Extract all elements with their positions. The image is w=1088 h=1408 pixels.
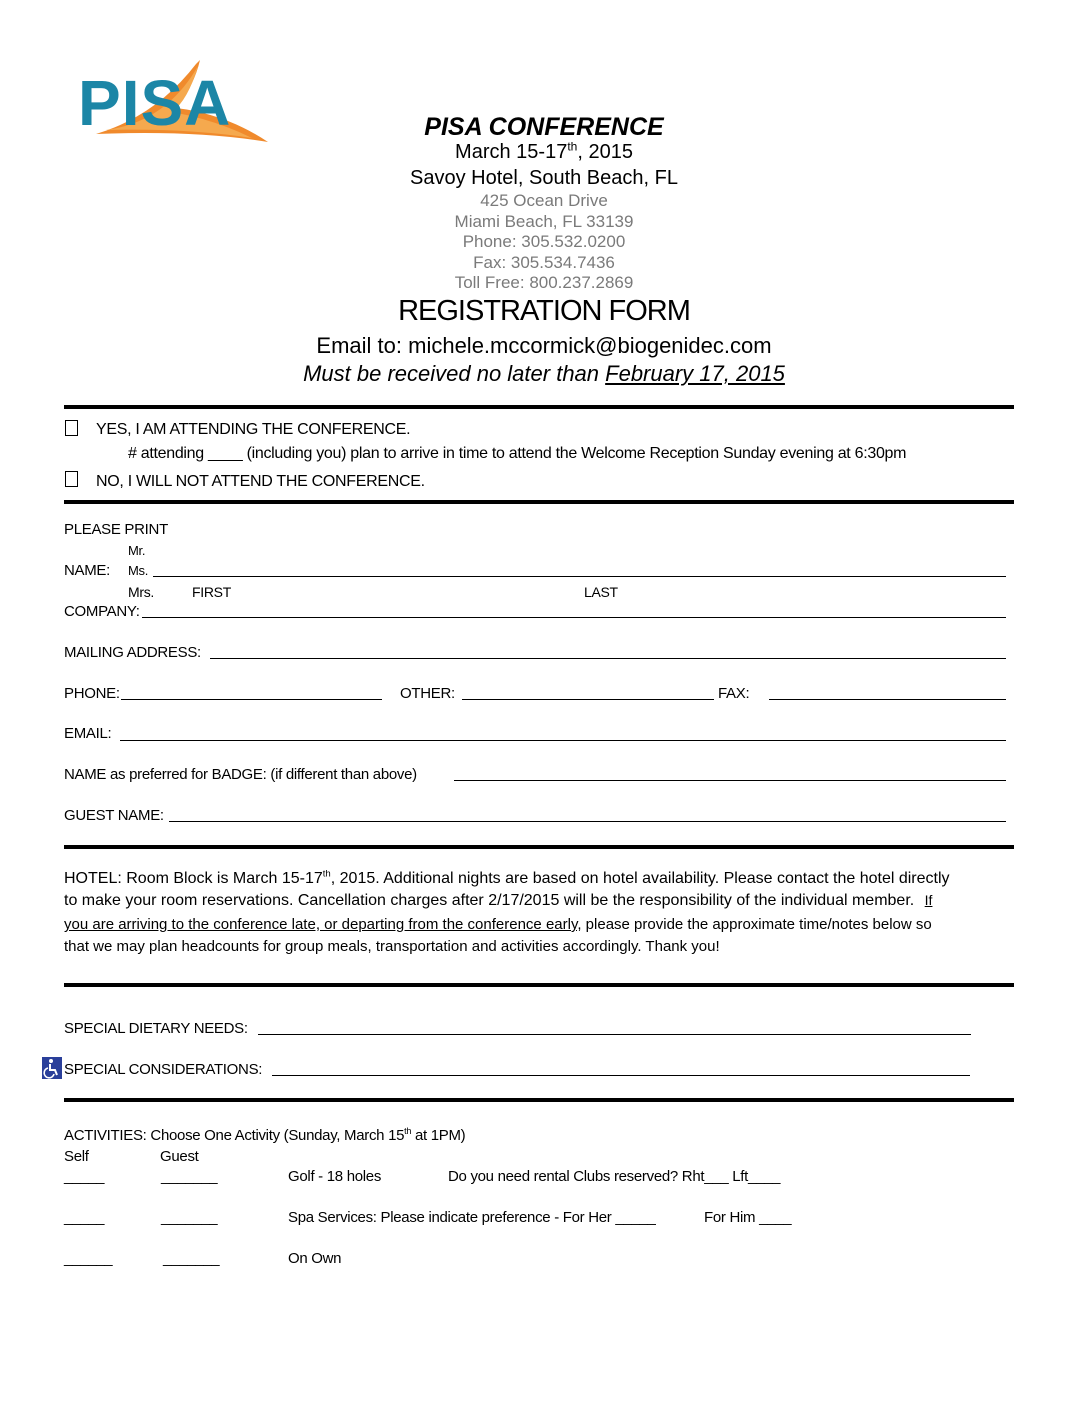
yes-label: YES, I AM ATTENDING THE CONFERENCE.: [96, 421, 411, 438]
dietary-field[interactable]: [258, 1034, 971, 1035]
first-caption: FIRST: [192, 584, 231, 600]
dietary-label: SPECIAL DIETARY NEEDS:: [64, 1020, 248, 1037]
no-label: NO, I WILL NOT ATTEND THE CONFERENCE.: [96, 473, 425, 490]
yes-checkbox[interactable]: [65, 420, 78, 436]
hotel-line-2: [64, 892, 932, 910]
deadline: [0, 361, 1088, 387]
venue: Savoy Hotel, South Beach, FL: [410, 167, 678, 189]
title-mrs: Mrs.: [128, 584, 155, 600]
hotel-line-1-pre: HOTEL: Room Block is March 15-17: [64, 870, 323, 887]
email-to: Email to: michele.mccormick@biogenidec.com: [316, 333, 772, 358]
company-field[interactable]: [142, 617, 1006, 618]
hotel-line-2-text: to make your room reservations. Cancellation charges after 2/17/2015 will be the responsibility of the individual member.: [64, 892, 915, 909]
mailing-label: MAILING ADDRESS:: [64, 644, 201, 661]
golf-self-blank[interactable]: _____: [64, 1168, 105, 1185]
mailing-field[interactable]: [210, 658, 1006, 659]
accessibility-icon: [42, 1057, 62, 1079]
activities-header-pre: ACTIVITIES: Choose One Activity (Sunday, March 15: [64, 1127, 405, 1144]
spa-self-blank[interactable]: _____: [64, 1209, 105, 1226]
address-line-2: Miami Beach, FL 33139: [454, 212, 634, 231]
activities-header-post: at 1PM): [411, 1127, 466, 1144]
email-field[interactable]: [120, 740, 1006, 741]
divider-1: [64, 405, 1014, 409]
divider-5: [64, 1098, 1014, 1102]
fax-label: FAX:: [718, 685, 750, 702]
form-title: REGISTRATION FORM: [398, 295, 690, 327]
hotel-line-3: [64, 916, 932, 933]
deadline-prefix: Must be received no later than: [303, 361, 606, 386]
phone-label: PHONE:: [64, 685, 120, 702]
please-print: PLEASE PRINT: [64, 521, 168, 538]
spa-guest-blank[interactable]: _______: [161, 1209, 218, 1226]
hotel-fax: Fax: 305.534.7436: [473, 253, 615, 272]
deadline-date: February 17, 2015: [605, 361, 785, 386]
address-line-1: 425 Ocean Drive: [480, 191, 608, 210]
golf-guest-blank[interactable]: _______: [161, 1168, 218, 1185]
logo-text: PISA: [78, 67, 232, 139]
dates-pre: March 15-17: [455, 141, 568, 163]
attending-line: # attending ____ (including you) plan to arrive in time to attend the Welcome Reception Sunday evening at 6:30pm: [128, 445, 907, 462]
dates-sup: th: [567, 139, 578, 154]
badge-field[interactable]: [454, 780, 1006, 781]
hotel-line-1-sup: th: [322, 868, 331, 880]
hotel-line-2-underline: If: [924, 892, 933, 908]
hotel-line-3-underline: you are arriving to the conference late, or departing from the conference early,: [64, 916, 582, 933]
hotel-line-4: that we may plan headcounts for group meals, transportation and activities accordingly. Thank you!: [64, 938, 720, 955]
clubs-question: Do you need rental Clubs reserved? Rht___ Lft____: [448, 1168, 781, 1185]
badge-label: NAME as preferred for BADGE: (if different than above): [64, 766, 417, 783]
divider-2: [64, 500, 1014, 504]
divider-4: [64, 983, 1014, 987]
spa-him: For Him ____: [704, 1209, 792, 1226]
other-label: OTHER:: [400, 685, 455, 702]
conference-title: PISA CONFERENCE: [424, 113, 664, 141]
last-caption: LAST: [584, 584, 618, 600]
own-label: On Own: [288, 1250, 342, 1267]
hotel-phone: Phone: 305.532.0200: [462, 232, 626, 251]
other-field[interactable]: [462, 699, 714, 700]
activities-header-sup: th: [404, 1126, 412, 1136]
hotel-toll-free: Toll Free: 800.237.2869: [454, 273, 634, 292]
spa-label: Spa Services: Please indicate preference - For Her _____: [288, 1209, 656, 1226]
considerations-field[interactable]: [272, 1075, 970, 1076]
name-field[interactable]: [153, 576, 1006, 577]
title-ms: Ms.: [128, 563, 149, 578]
fax-field[interactable]: [769, 699, 1006, 700]
guest-header: Guest: [160, 1148, 199, 1165]
phone-field[interactable]: [121, 699, 382, 700]
guest-label: GUEST NAME:: [64, 807, 164, 824]
hotel-line-3-post: please provide the approximate time/notes below so: [581, 916, 932, 933]
own-self-blank[interactable]: ______: [64, 1250, 113, 1267]
divider-3: [64, 845, 1014, 849]
conference-dates: [0, 141, 1088, 164]
golf-label: Golf - 18 holes: [288, 1168, 382, 1185]
hotel-line-1-post: , 2015. Additional nights are based on hotel availability. Please contact the hotel directly: [330, 870, 950, 887]
name-label: NAME:: [64, 562, 111, 579]
self-header: Self: [64, 1148, 89, 1165]
dates-post: , 2015: [577, 141, 633, 163]
title-mr: Mr.: [128, 543, 146, 558]
email-label: EMAIL:: [64, 725, 112, 742]
hotel-line-1: [64, 870, 950, 888]
company-label: COMPANY:: [64, 603, 140, 620]
no-checkbox[interactable]: [65, 471, 78, 487]
activities-header: [64, 1127, 465, 1144]
guest-field[interactable]: [169, 821, 1006, 822]
considerations-label: SPECIAL CONSIDERATIONS:: [64, 1061, 263, 1078]
own-guest-blank[interactable]: _______: [163, 1250, 220, 1267]
